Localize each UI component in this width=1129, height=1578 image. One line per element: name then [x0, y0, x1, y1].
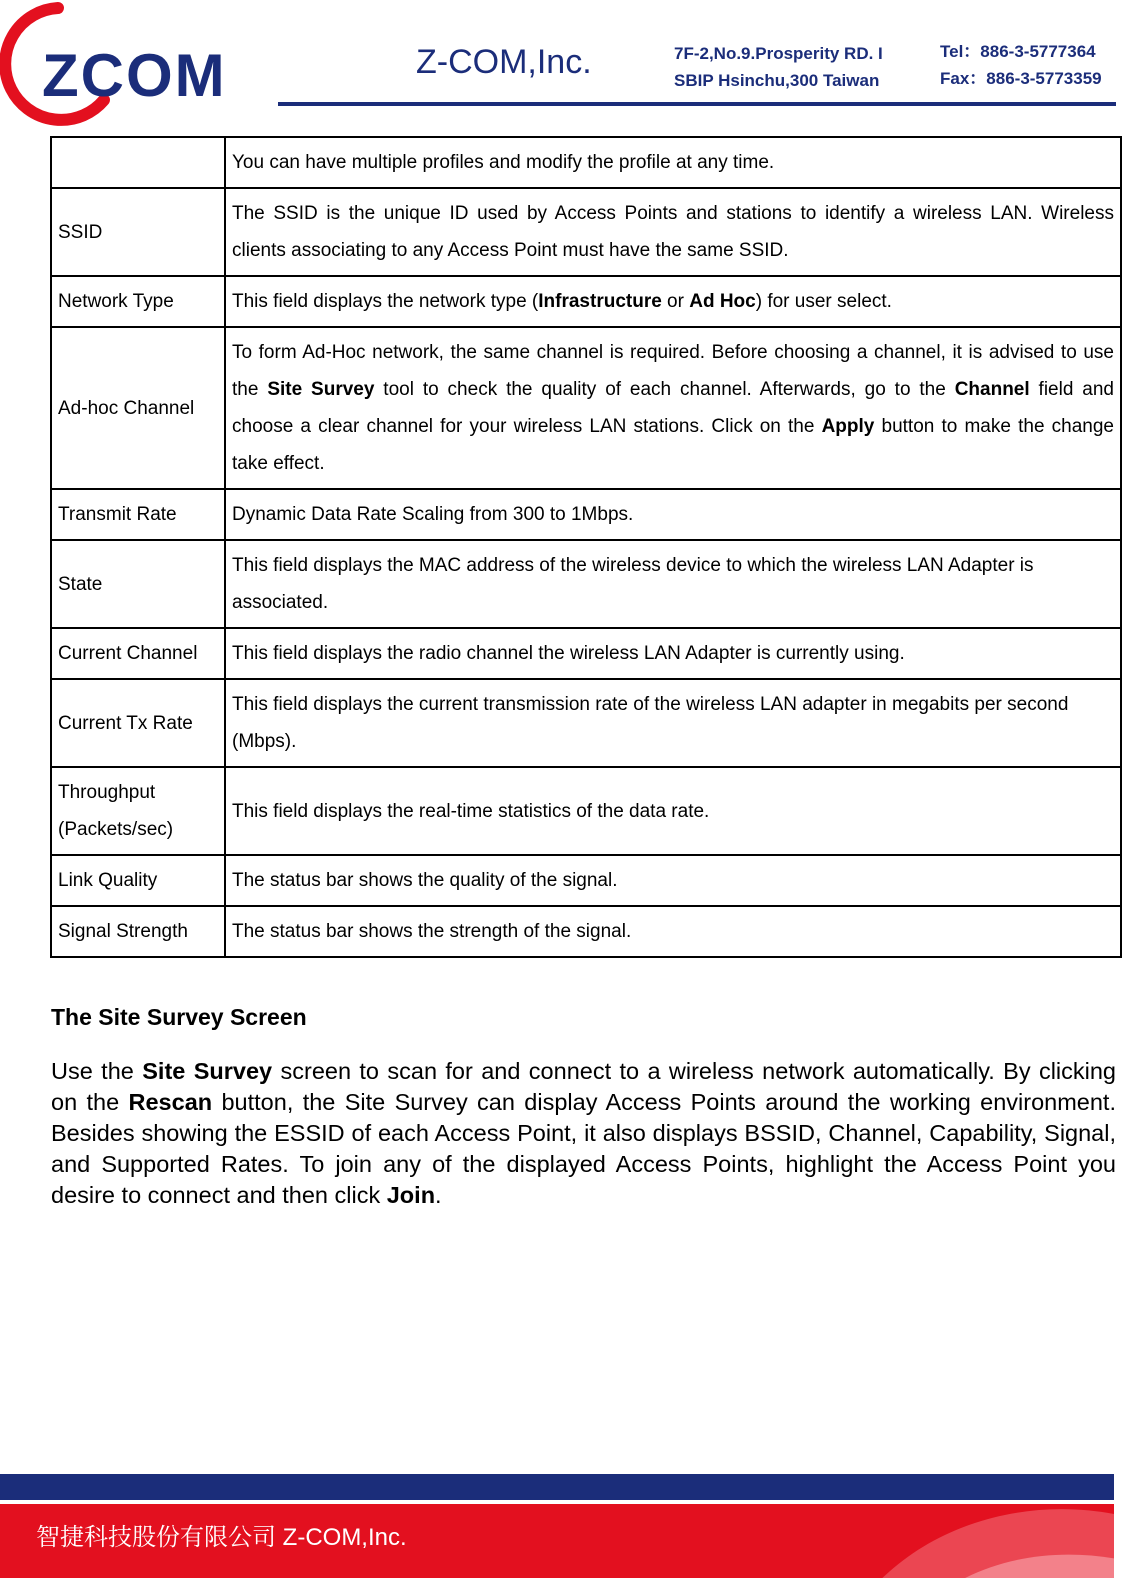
table-value-cell: You can have multiple profiles and modify the profile at any time. [225, 137, 1121, 188]
table-value-cell: The status bar shows the strength of the signal. [225, 906, 1121, 957]
table-key-cell: SSID [51, 188, 225, 276]
bold-term: Site Survey [267, 379, 375, 400]
bold-term: Channel [954, 379, 1030, 400]
address-line-2: SBIP Hsinchu,300 Taiwan [674, 71, 880, 90]
table-value-cell: The status bar shows the quality of the signal. [225, 855, 1121, 906]
table-value-cell: This field displays the MAC address of the wireless device to which the wireless LAN Adapter is associated. [225, 540, 1121, 628]
table-value-cell: This field displays the real-time statistics of the data rate. [225, 767, 1121, 855]
table-value-cell: This field displays the current transmission rate of the wireless LAN adapter in megabits per second (Mbps). [225, 679, 1121, 767]
table-row [51, 188, 1121, 276]
company-logo: ZCOM [42, 42, 227, 109]
table-value-cell: To form Ad-Hoc network, the same channel is required. Before choosing a channel, it is advised to use the Site Survey tool to check the quality of each channel. Afterwards, go to the Channel field and choose a clear channel for your wireless LAN stations. Click on the Apply button to make the change take effect. [225, 327, 1121, 489]
section-paragraph: Use the Site Survey screen to scan for and connect to a wireless network automatically. By clicking on the Rescan button, the Site Survey can display Access Points around the working environment. Besides showing the ESSID of each Access Point, it also displays BSSID, Channel, Capability, Signal, and Supported Rates. To join any of the displayed Access Points, highlight the Access Point you desire to connect and then click Join. [51, 1058, 1117, 1208]
table-row [51, 679, 1121, 767]
company-address [674, 40, 883, 94]
table-row [51, 767, 1121, 855]
footer-band-blue [0, 1474, 1114, 1500]
table-key-cell: Throughput (Packets/sec) [51, 767, 225, 855]
address-line-1: 7F-2,No.9.Prosperity RD. I [674, 44, 883, 63]
table-row [51, 906, 1121, 957]
table-row [51, 489, 1121, 540]
section-heading: The Site Survey Screen [51, 1004, 307, 1030]
company-contact [940, 38, 1102, 92]
table-key-cell: Current Channel [51, 628, 225, 679]
field-description-table [50, 136, 1122, 958]
table-value-cell: Dynamic Data Rate Scaling from 300 to 1Mbps. [225, 489, 1121, 540]
header-divider [278, 102, 1116, 106]
bold-term: Join [386, 1182, 436, 1208]
table-key-cell: Transmit Rate [51, 489, 225, 540]
table-row [51, 137, 1121, 188]
company-title: Z-COM,Inc. [416, 43, 592, 81]
table-row [51, 540, 1121, 628]
table-value-cell: This field displays the network type (Infrastructure or Ad Hoc) for user select. [225, 276, 1121, 327]
table-key-cell: Ad-hoc Channel [51, 327, 225, 489]
table-row [51, 327, 1121, 489]
table-key-cell [51, 137, 225, 188]
bold-term: Ad Hoc [689, 291, 756, 312]
table-row [51, 276, 1121, 327]
table-key-cell: Signal Strength [51, 906, 225, 957]
fax-number: Fax：886-3-5773359 [940, 69, 1102, 88]
table-key-cell: Link Quality [51, 855, 225, 906]
table-value-cell: This field displays the radio channel the wireless LAN Adapter is currently using. [225, 628, 1121, 679]
bold-term: Infrastructure [538, 291, 662, 312]
footer-swoosh-graphic [814, 1504, 1114, 1578]
footer-company-name: 智捷科技股份有限公司 Z-COM,Inc. [36, 1524, 407, 1551]
bold-term: Rescan [128, 1089, 213, 1115]
bold-term: Apply [821, 416, 875, 437]
table-row [51, 628, 1121, 679]
table-key-cell: Current Tx Rate [51, 679, 225, 767]
table-value-cell: The SSID is the unique ID used by Access Points and stations to identify a wireless LAN. Wireless clients associating to any Access Point must have the same SSID. [225, 188, 1121, 276]
bold-term: Site Survey [142, 1058, 273, 1084]
tel-number: Tel：886-3-5777364 [940, 42, 1096, 61]
table-key-cell: State [51, 540, 225, 628]
table-row [51, 855, 1121, 906]
table-key-cell: Network Type [51, 276, 225, 327]
